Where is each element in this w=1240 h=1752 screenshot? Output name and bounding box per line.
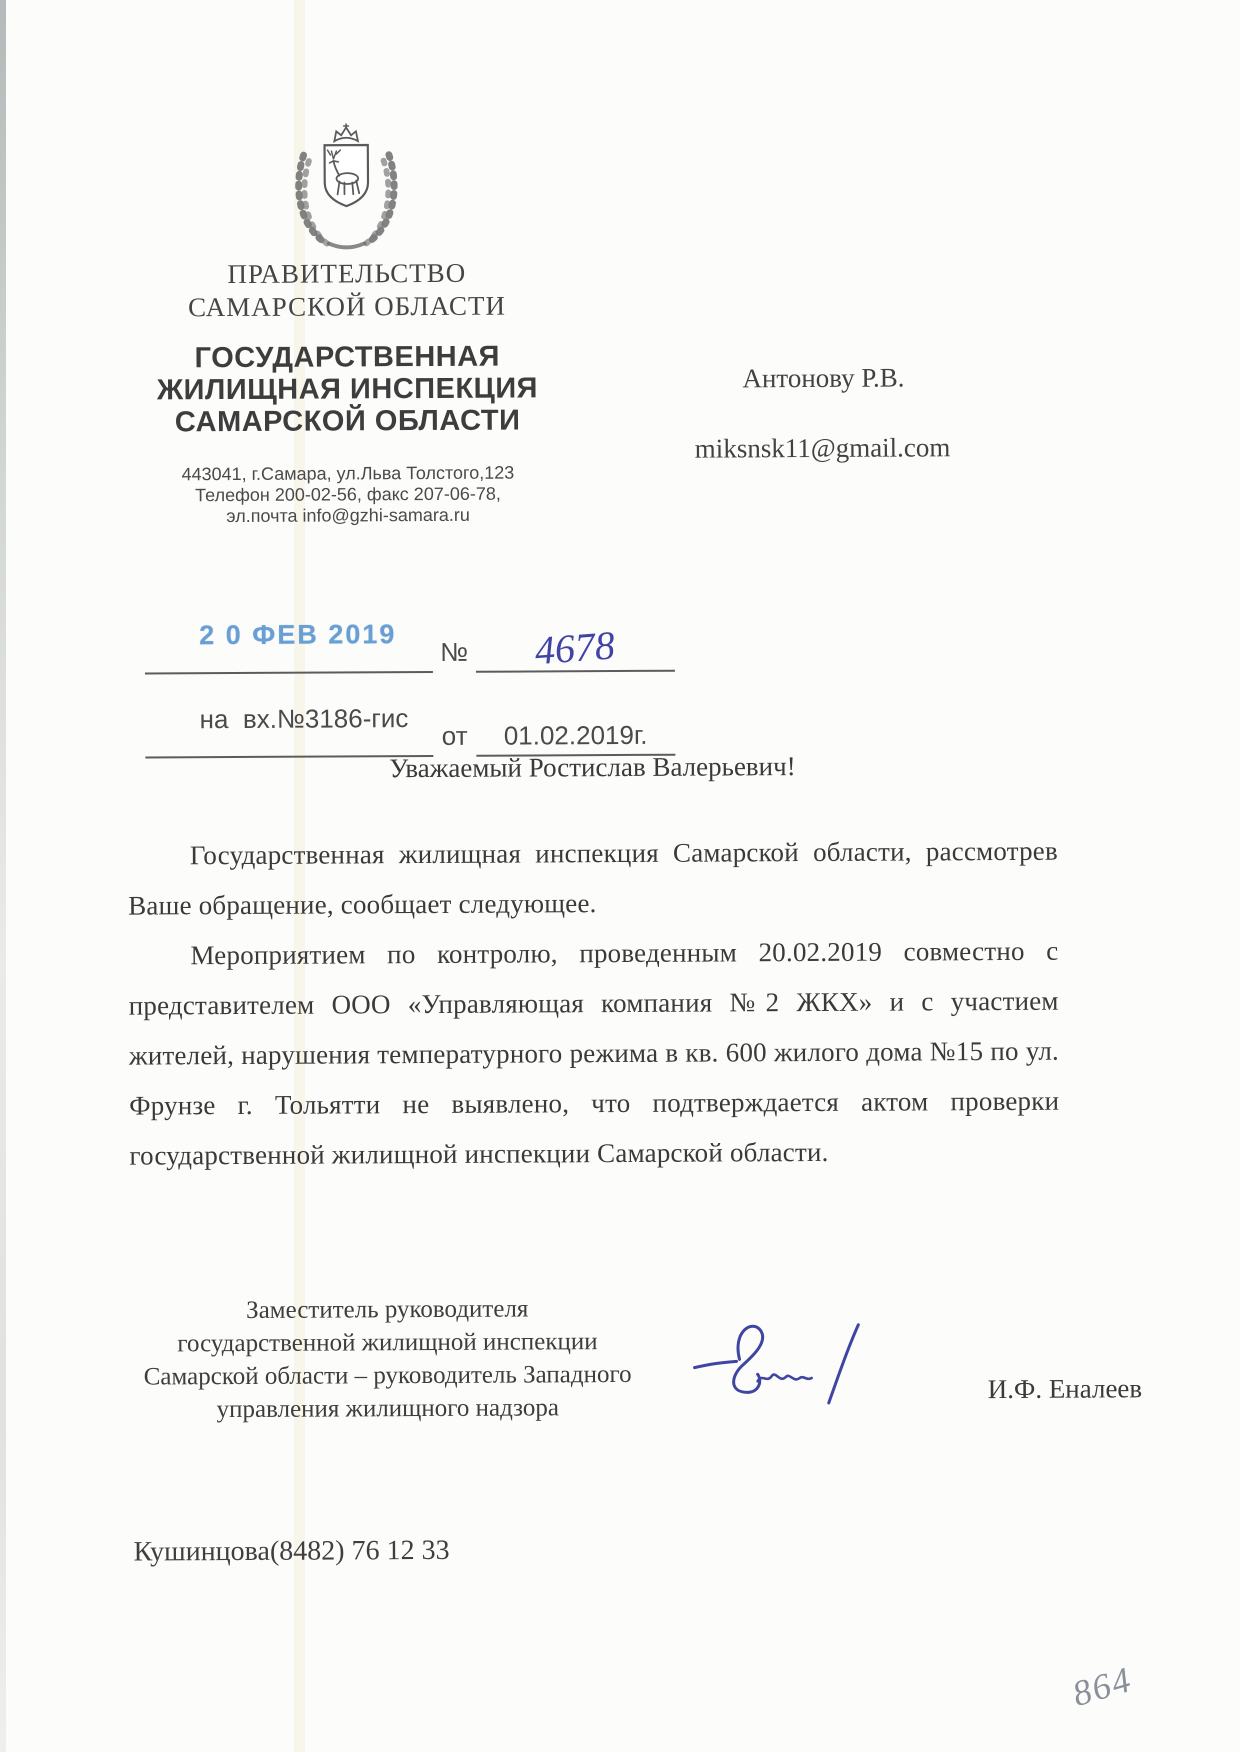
signer-title-line3: Самарской области – руководитель Западного bbox=[143, 1360, 632, 1391]
incoming-date: 01.02.2019г. bbox=[503, 719, 648, 751]
salutation: Уважаемый Ростислав Валерьевич! bbox=[389, 751, 796, 784]
email-line: эл.почта info@gzhi-samara.ru bbox=[226, 504, 470, 527]
handwritten-page-mark: 864 bbox=[1067, 1658, 1137, 1715]
government-title-line2: САМАРСКОЙ ОБЛАСТИ bbox=[187, 290, 507, 323]
incoming-number: на вх.№3186-гис bbox=[199, 703, 409, 735]
phone-line: Телефон 200-02-56, факс 207-06-78, bbox=[195, 483, 501, 506]
incoming-ref-row bbox=[145, 684, 675, 759]
signer-title-line1: Заместитель руководителя bbox=[246, 1295, 529, 1324]
org-name-line1: ГОСУДАРСТВЕННАЯ bbox=[194, 340, 501, 375]
handwritten-signature bbox=[690, 1315, 886, 1428]
outgoing-number-cell bbox=[475, 624, 675, 673]
registration-block bbox=[145, 600, 676, 759]
org-name-line3: САМАРСКОЙ ОБЛАСТИ bbox=[174, 404, 521, 439]
recipient-email: miksnsk11@gmail.com bbox=[694, 432, 951, 464]
date-stamp: 2 0 ФЕВ 2019 bbox=[199, 619, 397, 651]
letterhead bbox=[51, 120, 643, 528]
incoming-number-cell bbox=[145, 685, 433, 759]
organization-name bbox=[52, 340, 642, 439]
org-name-line2: ЖИЛИЩНАЯ ИНСПЕКЦИЯ bbox=[156, 372, 539, 407]
from-label: от bbox=[441, 720, 468, 751]
signer-name: И.Ф. Еналеев bbox=[987, 1373, 1143, 1405]
signer-title-line4: управления жилищного надзора bbox=[216, 1394, 560, 1424]
outgoing-ref-row bbox=[145, 600, 675, 675]
samara-coat-of-arms-icon bbox=[287, 121, 406, 252]
handwritten-outgoing-number: 4678 bbox=[533, 622, 617, 674]
paragraph-1: Государственная жилищная инспекция Самарской области, рассмотрев Ваше обращение, сообщает следующее. bbox=[128, 835, 1058, 921]
executor-contact: Кушинцова(8482) 76 12 33 bbox=[133, 1534, 450, 1568]
signer-title-block bbox=[102, 1292, 673, 1427]
date-stamp-cell bbox=[145, 601, 433, 675]
contact-block bbox=[53, 462, 643, 528]
paragraph-2: Мероприятием по контролю, проведенным 20.02.2019 совместно с представителем ООО «Управляющая компания №2 ЖКХ» и с участием жителей, нарушения температурного режима в кв. 600 жилого дома №15 по ул. Фрунзе г. Тольятти не выявлено, что подтверждается актом проверки государственной жилищной инспекции Самарской области. bbox=[128, 935, 1060, 1171]
signer-title-line2: государственной жилищной инспекции bbox=[177, 1328, 598, 1358]
government-title-line1: ПРАВИТЕЛЬСТВО bbox=[227, 257, 467, 290]
letter-body bbox=[128, 826, 1060, 1181]
number-label: № bbox=[440, 636, 469, 667]
address-line: 443041, г.Самара, ул.Льва Толстого,123 bbox=[181, 462, 515, 485]
recipient-name: Антонову Р.В. bbox=[742, 362, 905, 394]
